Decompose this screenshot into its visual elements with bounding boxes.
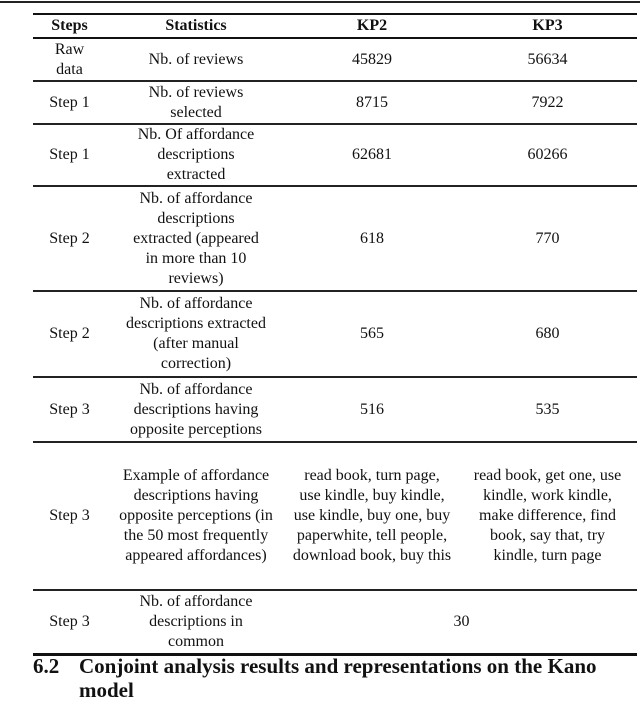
table-row [33, 590, 637, 655]
statistic-cell: Nb. of affordance descriptions extracted (after manual correction) [126, 295, 266, 372]
kp3-value: 60266 [527, 146, 568, 163]
step-cell: Step 3 [49, 613, 90, 630]
kp3-value: 770 [535, 229, 560, 247]
kp3-value: 7922 [531, 93, 564, 111]
table-row [33, 124, 637, 186]
step-cell: Step 2 [49, 325, 90, 342]
statistic-cell: Nb. of reviews [148, 50, 244, 68]
kp2-value: 62681 [352, 146, 392, 163]
step-cell: Raw data [54, 40, 85, 78]
table-row [33, 442, 637, 590]
step-cell: Step 3 [49, 507, 90, 524]
kp2-value: 8715 [356, 93, 388, 111]
table-row [33, 38, 637, 81]
step-cell: Step 1 [49, 146, 90, 163]
statistic-cell: Nb. of affordance descriptions in common [139, 593, 253, 650]
table-row [33, 377, 637, 442]
kp2-value: 618 [360, 229, 384, 247]
step-cell: Step 3 [49, 400, 90, 418]
section-number: 6.2 [33, 654, 60, 678]
header-steps: Steps [51, 17, 88, 34]
page-top-rule [0, 1, 640, 3]
step-cell: Step 2 [49, 229, 90, 247]
kp3-value: 56634 [527, 50, 568, 68]
section-heading [33, 654, 633, 702]
header-kp2: KP2 [356, 17, 388, 34]
statistic-cell: Example of affordance descriptions having opposite perceptions (in the 50 most frequently appeared affordances) [119, 467, 273, 564]
step-cell: Step 1 [49, 93, 90, 111]
header-statistics: Statistics [165, 17, 227, 34]
kp3-value: 680 [535, 325, 560, 342]
kp3-value: 535 [535, 400, 560, 418]
kp2-value: 565 [360, 325, 384, 342]
kp2-value: 45829 [352, 50, 392, 68]
statistic-cell: Nb. of affordance descriptions extracted (appeared in more than 10 reviews) [133, 189, 259, 287]
table-row [33, 81, 637, 124]
statistic-cell: Nb. of affordance descriptions having opposite perceptions [130, 380, 262, 438]
header-kp3: KP3 [532, 17, 563, 34]
statistics-table [33, 13, 637, 656]
common-count-value: 30 [453, 613, 470, 630]
table-row [33, 291, 637, 377]
kp2-examples: read book, turn page, use kindle, buy kindle, use kindle, buy one, buy paperwhite, tell people, download book, buy this [292, 467, 452, 564]
kp2-value: 516 [360, 400, 384, 418]
statistic-cell: Nb. of reviews selected [148, 83, 244, 121]
section-title: Conjoint analysis results and representations on the Kano model [79, 654, 597, 702]
kp3-examples: read book, get one, use kindle, work kindle, make difference, find book, say that, try kindle, turn page [473, 467, 622, 564]
table-row [33, 186, 637, 291]
statistic-cell: Nb. Of affordance descriptions extracted [137, 126, 255, 183]
table-header-row [33, 14, 637, 38]
